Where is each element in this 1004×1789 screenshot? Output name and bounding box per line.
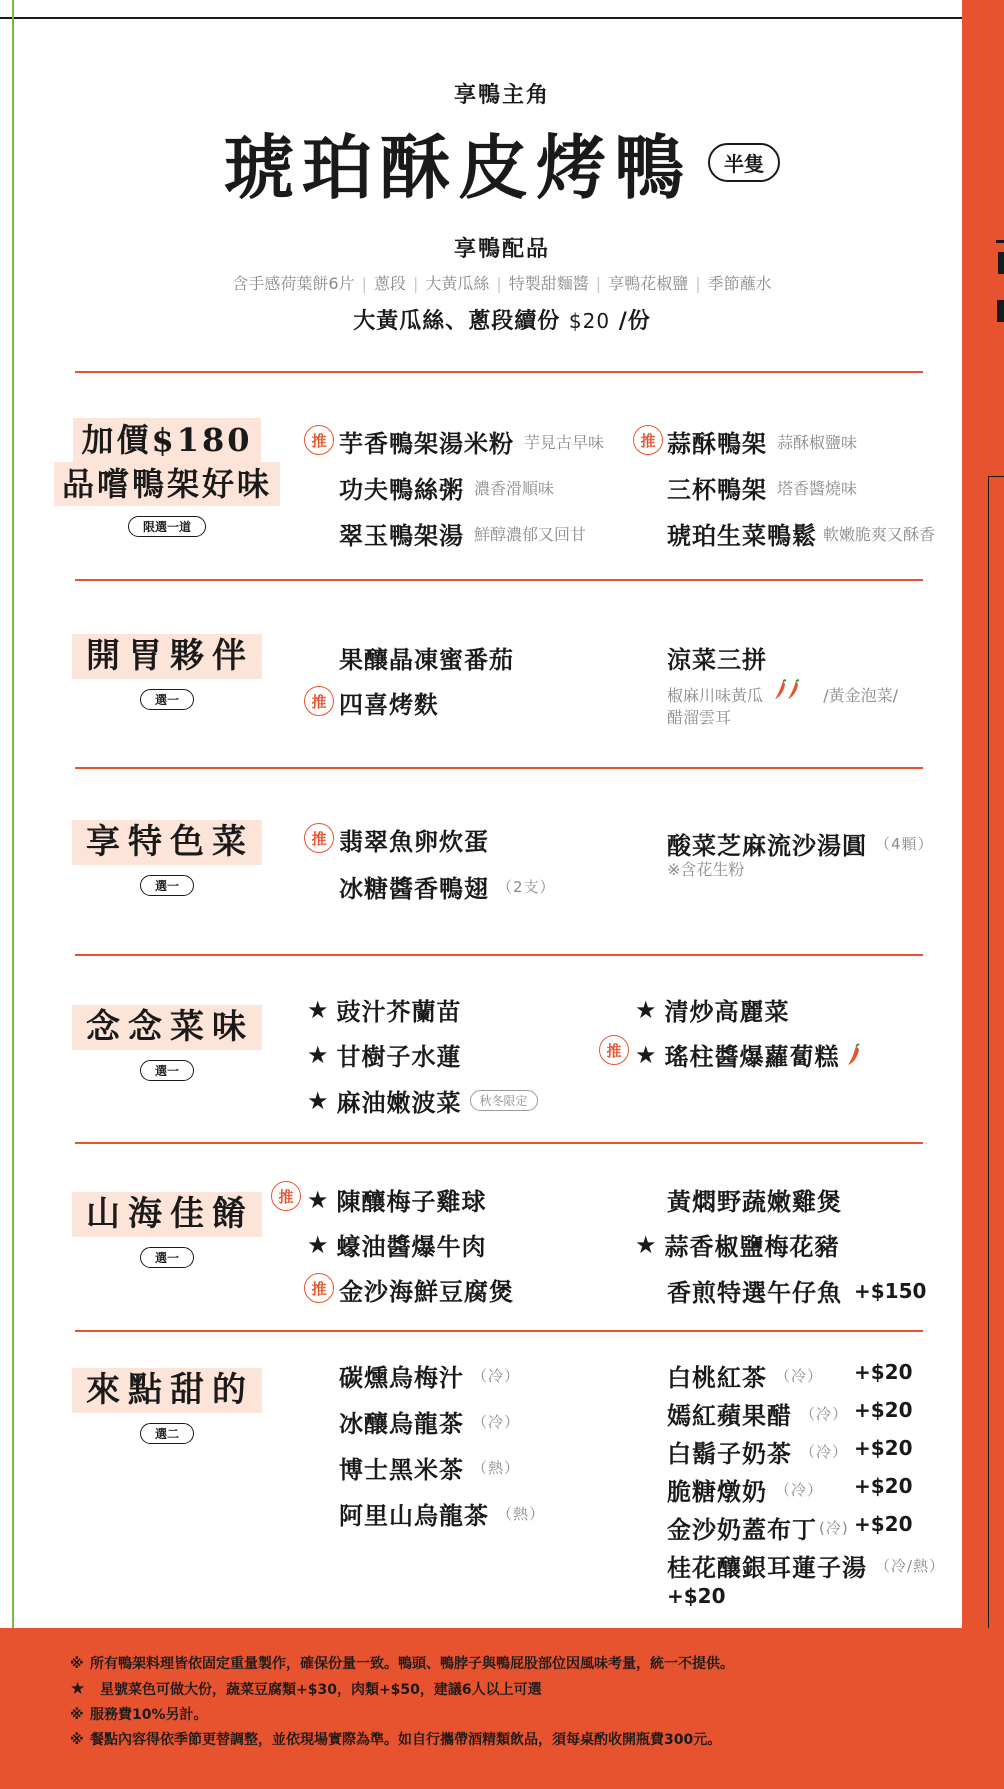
- cold-plate-note-1: 椒麻川味黃瓜: [667, 686, 764, 705]
- dish-item: [307, 1037, 462, 1072]
- chili-icon: [846, 1043, 862, 1067]
- section-divider: [75, 1330, 923, 1332]
- separator: |: [496, 274, 502, 293]
- dish-name: 麻油嫩波菜: [336, 1088, 462, 1117]
- dish-item: [339, 685, 439, 720]
- footer-note: [70, 1728, 734, 1753]
- dish-item: [635, 992, 790, 1027]
- dish-name: 金沙海鮮豆腐煲: [339, 1277, 514, 1306]
- star-icon: ★: [307, 1185, 329, 1214]
- dish-qty: （4顆）: [875, 835, 934, 853]
- dish-name: 蠔油醬爆牛肉: [336, 1232, 487, 1261]
- dish-item: [667, 826, 934, 861]
- main-dish-title: 琥珀酥皮烤鴨: [224, 126, 692, 209]
- dish-note: 塔香醬燒味: [777, 479, 858, 498]
- dish-item: [339, 424, 604, 459]
- section-label-dessert: [52, 1368, 282, 1444]
- choose-badge: 選二: [140, 1423, 194, 1444]
- star-icon: ★: [635, 1040, 657, 1069]
- dish-name: 阿里山烏龍茶: [339, 1501, 489, 1530]
- note-text: 所有鴨架料理皆依固定重量製作，確保份量一致。鴨頭、鴨脖子與鴨屁股部位因風味考量，統一不提供。: [90, 1656, 734, 1672]
- footer-notes: [70, 1652, 734, 1753]
- dish-item: [307, 1182, 487, 1217]
- dish-name: 博士黑米茶: [339, 1455, 464, 1484]
- separator: |: [361, 274, 367, 293]
- dish-item: [339, 1496, 545, 1531]
- pairing-item: 季節蘸水: [707, 274, 772, 293]
- dish-item: [635, 1037, 862, 1072]
- dish-name: 翠玉鴨架湯: [339, 521, 464, 550]
- pairing-item: 含手感荷葉餅6片: [232, 274, 355, 293]
- dish-price: +$150: [854, 1278, 927, 1303]
- frame-top-border: [0, 17, 962, 19]
- dish-item: [667, 1182, 842, 1217]
- dish-name: 瑤柱醬爆蘿蔔糕: [664, 1042, 840, 1071]
- dish-temp: （冷）: [775, 1481, 824, 1499]
- dish-price: +$20: [667, 1584, 726, 1608]
- dish-item: [667, 640, 767, 675]
- note-mark: ※: [70, 1707, 84, 1723]
- choose-badge: 選一: [140, 875, 194, 896]
- recommend-badge: 推: [599, 1035, 629, 1065]
- dish-name: 三杯鴨架: [667, 475, 767, 504]
- dish-name: 翡翠魚卵炊蛋: [339, 827, 489, 856]
- dish-price: +$20: [854, 1474, 913, 1498]
- section-label-vegetables: [52, 1005, 282, 1081]
- dish-price: +$20: [854, 1512, 913, 1536]
- cold-plate-note-1b: /黃金泡菜/: [823, 686, 898, 705]
- note-text: 餐點內容得依季節更替調整，並依現場實際為準。如自行攜帶酒精類飲品，須每桌酌收開瓶費300元。: [90, 1732, 722, 1748]
- dish-price-item: [854, 1360, 913, 1384]
- dish-temp: （冷/熱）: [875, 1557, 946, 1575]
- dish-price-item: [854, 1436, 913, 1460]
- section-label-appetizer: [52, 634, 282, 710]
- dish-price: +$20: [854, 1360, 913, 1384]
- dish-name: 白鬍子奶茶: [667, 1439, 792, 1468]
- title-row: [0, 112, 1004, 213]
- pairing-item: 蔥段: [373, 274, 406, 293]
- note-text: 服務費10%另計。: [90, 1707, 208, 1723]
- dish-price: +$20: [854, 1436, 913, 1460]
- dish-item: [667, 1358, 823, 1393]
- refill-text: 大黃瓜絲、蔥段續份: [353, 308, 561, 334]
- right-panel-tick: [988, 476, 1004, 477]
- dish-temp: （冷）: [800, 1443, 849, 1461]
- dish-item: [667, 1396, 848, 1431]
- separator: |: [695, 274, 701, 293]
- dish-name: 琥珀生菜鴨鬆: [667, 521, 817, 550]
- dish-item: [339, 822, 489, 857]
- dish-note: 軟嫩脆爽又酥香: [823, 525, 936, 544]
- chili-icon: [774, 679, 802, 701]
- section-title: 山海佳餚: [72, 1192, 262, 1237]
- dish-item: [667, 1548, 945, 1583]
- section-divider: [75, 371, 923, 373]
- dish-item: [339, 1404, 520, 1439]
- footer-note: [70, 1703, 734, 1728]
- pairing-item: 享鴨花椒鹽: [608, 274, 689, 293]
- dish-item: [339, 516, 586, 551]
- dish-temp: （冷）: [472, 1413, 521, 1431]
- dish-name: 金沙奶蓋布丁: [667, 1515, 817, 1544]
- choose-badge: 選一: [140, 1247, 194, 1268]
- dish-item: [667, 1273, 926, 1308]
- dish-temp: （冷）: [472, 1367, 521, 1385]
- footer-note: [70, 1677, 734, 1703]
- dish-price: +$20: [854, 1398, 913, 1422]
- section-label-specialty: [52, 820, 282, 896]
- section-label-duck-rack: [52, 418, 282, 537]
- dish-name: 功夫鴨絲粥: [339, 475, 464, 504]
- allergy-note: ※含花生粉: [667, 860, 745, 879]
- recommend-badge: 推: [304, 1273, 334, 1303]
- dish-name: 香煎特選午仔魚: [667, 1278, 842, 1307]
- dish-name: 脆糖燉奶: [667, 1477, 767, 1506]
- star-icon: ★: [307, 1086, 329, 1115]
- recommend-badge: 推: [304, 823, 334, 853]
- section-label-land-sea: [52, 1192, 282, 1268]
- section-divider: [75, 767, 923, 769]
- dish-name: 蒜香椒鹽梅花豬: [664, 1232, 840, 1261]
- refill-unit: /份: [618, 308, 651, 334]
- star-icon: ★: [307, 995, 329, 1024]
- dish-item: [339, 1358, 520, 1393]
- dish-note: 芋見古早味: [524, 433, 605, 452]
- separator: |: [412, 274, 419, 293]
- dish-item: [667, 470, 857, 505]
- dish-name: 涼菜三拼: [667, 645, 767, 674]
- dish-temp: （冷）: [775, 1367, 824, 1385]
- footer-note: [70, 1652, 734, 1677]
- dish-price-item: [854, 1512, 913, 1536]
- dish-qty: （2支）: [497, 878, 556, 896]
- choose-badge: 選一: [140, 1060, 194, 1081]
- dish-name: 清炒高麗菜: [664, 997, 790, 1026]
- section-title: 享特色菜: [72, 820, 262, 865]
- dish-name: 冰糖醬香鴨翅: [339, 874, 489, 903]
- star-icon: ★: [70, 1679, 86, 1699]
- section-title: 念念菜味: [72, 1005, 262, 1050]
- star-icon: ★: [635, 1230, 657, 1259]
- section-divider: [75, 579, 923, 581]
- dish-item: [667, 1434, 848, 1469]
- dish-name: 冰釀烏龍茶: [339, 1409, 464, 1438]
- recommend-badge: 推: [271, 1181, 301, 1211]
- dish-name: 果釀晶凍蜜番茄: [339, 645, 514, 674]
- dish-name: 四喜烤麩: [339, 690, 439, 719]
- dish-note: 鮮醇濃郁又回甘: [474, 525, 587, 544]
- dish-name: 白桃紅茶: [667, 1363, 767, 1392]
- cold-plate-note-2: 醋溜雲耳: [667, 708, 732, 727]
- dish-item: [307, 1227, 487, 1262]
- dish-name: 桂花釀銀耳蓮子湯: [667, 1553, 867, 1582]
- dish-name: 豉汁芥蘭苗: [336, 997, 462, 1026]
- dish-item: [307, 992, 462, 1027]
- dish-price-item: [667, 1584, 726, 1608]
- section-title: 加價$180: [73, 418, 260, 462]
- section-title: 品嚐鴨架好味: [54, 462, 280, 506]
- dish-item: [667, 516, 935, 551]
- dish-note: 蒜酥椒鹽味: [777, 433, 858, 452]
- dish-name: 蒜酥鴨架: [667, 429, 767, 458]
- section-title: 開胃夥伴: [72, 634, 262, 679]
- dish-item: [339, 470, 554, 505]
- separator: |: [595, 274, 602, 293]
- star-icon: ★: [307, 1230, 329, 1259]
- star-icon: ★: [307, 1040, 329, 1069]
- dish-item: [307, 1083, 538, 1118]
- section-divider: [75, 1142, 923, 1144]
- section-divider: [75, 954, 923, 956]
- recommend-badge: 推: [633, 425, 663, 455]
- dish-name: 嫣紅蘋果醋: [667, 1401, 792, 1430]
- dish-price-item: [854, 1474, 913, 1498]
- pairing-title: 享鴨配品: [453, 236, 550, 262]
- choose-badge: 限選一道: [128, 516, 206, 537]
- recommend-badge: 推: [304, 686, 334, 716]
- dish-price-item: [854, 1398, 913, 1422]
- dish-name: 酸菜芝麻流沙湯圓: [667, 831, 867, 860]
- note-mark: ※: [70, 1732, 84, 1748]
- dish-name: 碳燻烏梅汁: [339, 1363, 464, 1392]
- dish-name: 芋香鴨架湯米粉: [339, 429, 514, 458]
- dish-item: [635, 1227, 840, 1262]
- dish-name: 陳釀梅子雞球: [336, 1187, 487, 1216]
- dish-item: [339, 640, 514, 675]
- pairing-items: [0, 271, 1004, 294]
- dish-note: 濃香滑順味: [474, 479, 555, 498]
- recommend-badge: 推: [304, 425, 334, 455]
- dish-temp: （熱）: [472, 1459, 521, 1477]
- dish-name: 甘樹子水蓮: [336, 1042, 462, 1071]
- right-panel-line: [988, 476, 989, 1628]
- dish-item: [667, 1510, 849, 1545]
- cold-plate-note: [667, 679, 898, 729]
- pairing-item: 特製甜麵醬: [508, 274, 589, 293]
- half-portion-badge: 半隻: [708, 143, 780, 182]
- dish-item: [339, 869, 556, 904]
- note-text: 星號菜色可做大份，蔬菜豆腐類+$30，肉類+$50，建議6人以上可選: [100, 1682, 542, 1698]
- kicker-title: 享鴨主角: [453, 82, 550, 108]
- dish-name: 黃燜野蔬嫩雞煲: [667, 1187, 842, 1216]
- dish-item: [667, 424, 857, 459]
- season-limited-tag: 秋冬限定: [470, 1090, 538, 1111]
- dish-temp: （冷）: [800, 1405, 849, 1423]
- dish-item: [667, 1472, 823, 1507]
- dish-temp: （熱）: [497, 1505, 546, 1523]
- pairing-item: 大黃瓜絲: [425, 274, 490, 293]
- refill-price: $20: [568, 309, 611, 333]
- section-title: 來點甜的: [72, 1368, 262, 1413]
- refill-line: [0, 304, 1004, 335]
- choose-badge: 選一: [140, 689, 194, 710]
- star-icon: ★: [635, 995, 657, 1024]
- note-mark: ※: [70, 1656, 84, 1672]
- dish-item: [339, 1450, 520, 1485]
- dish-item: [339, 1272, 514, 1307]
- dish-temp: (冷): [819, 1519, 849, 1537]
